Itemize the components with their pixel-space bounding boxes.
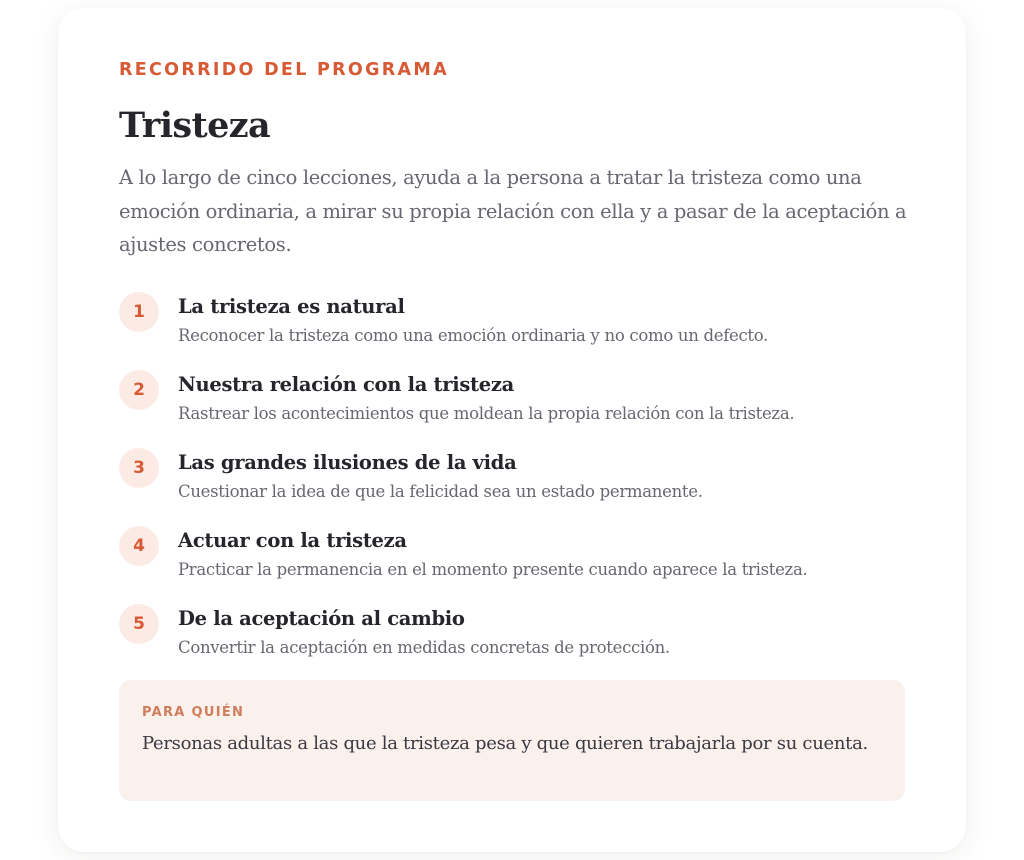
program-intro: A lo largo de cinco lecciones, ayuda a la persona a tratar la tristeza como una emoción ordinaria, a mirar su propia relación con ella y a pasar de la aceptación a ajustes concretos.	[119, 166, 907, 256]
lesson-description: Rastrear los acontecimientos que moldean la propia relación con la tristeza.	[178, 404, 795, 423]
page-title: Tristeza	[119, 105, 271, 146]
lesson-number-badge: 2	[119, 370, 159, 410]
lesson-number-badge: 5	[119, 604, 159, 644]
lesson-item-4	[119, 520, 919, 598]
lesson-description: Cuestionar la idea de que la felicidad sea un estado permanente.	[178, 482, 703, 501]
lesson-item-1	[119, 286, 919, 364]
lesson-item-2	[119, 364, 919, 442]
lesson-title: Las grandes ilusiones de la vida	[178, 451, 517, 474]
section-eyebrow: RECORRIDO DEL PROGRAMA	[119, 60, 449, 80]
lesson-title: Nuestra relación con la tristeza	[178, 373, 514, 396]
lesson-description: Practicar la permanencia en el momento presente cuando aparece la tristeza.	[178, 560, 808, 579]
lesson-title: De la aceptación al cambio	[178, 607, 465, 630]
lesson-number-badge: 3	[119, 448, 159, 488]
audience-text: Personas adultas a las que la tristeza pesa y que quieren trabajarla por su cuenta.	[142, 733, 868, 754]
lesson-title: La tristeza es natural	[178, 295, 405, 318]
lesson-item-3	[119, 442, 919, 520]
lesson-number-badge: 4	[119, 526, 159, 566]
lesson-title: Actuar con la tristeza	[178, 529, 407, 552]
lesson-number-badge: 1	[119, 292, 159, 332]
audience-callout	[119, 680, 905, 801]
program-card	[58, 8, 966, 852]
lesson-item-5	[119, 598, 919, 676]
lesson-list	[119, 286, 919, 676]
audience-label: PARA QUIÉN	[142, 705, 245, 720]
lesson-description: Reconocer la tristeza como una emoción ordinaria y no como un defecto.	[178, 326, 769, 345]
lesson-description: Convertir la aceptación en medidas concretas de protección.	[178, 638, 670, 657]
